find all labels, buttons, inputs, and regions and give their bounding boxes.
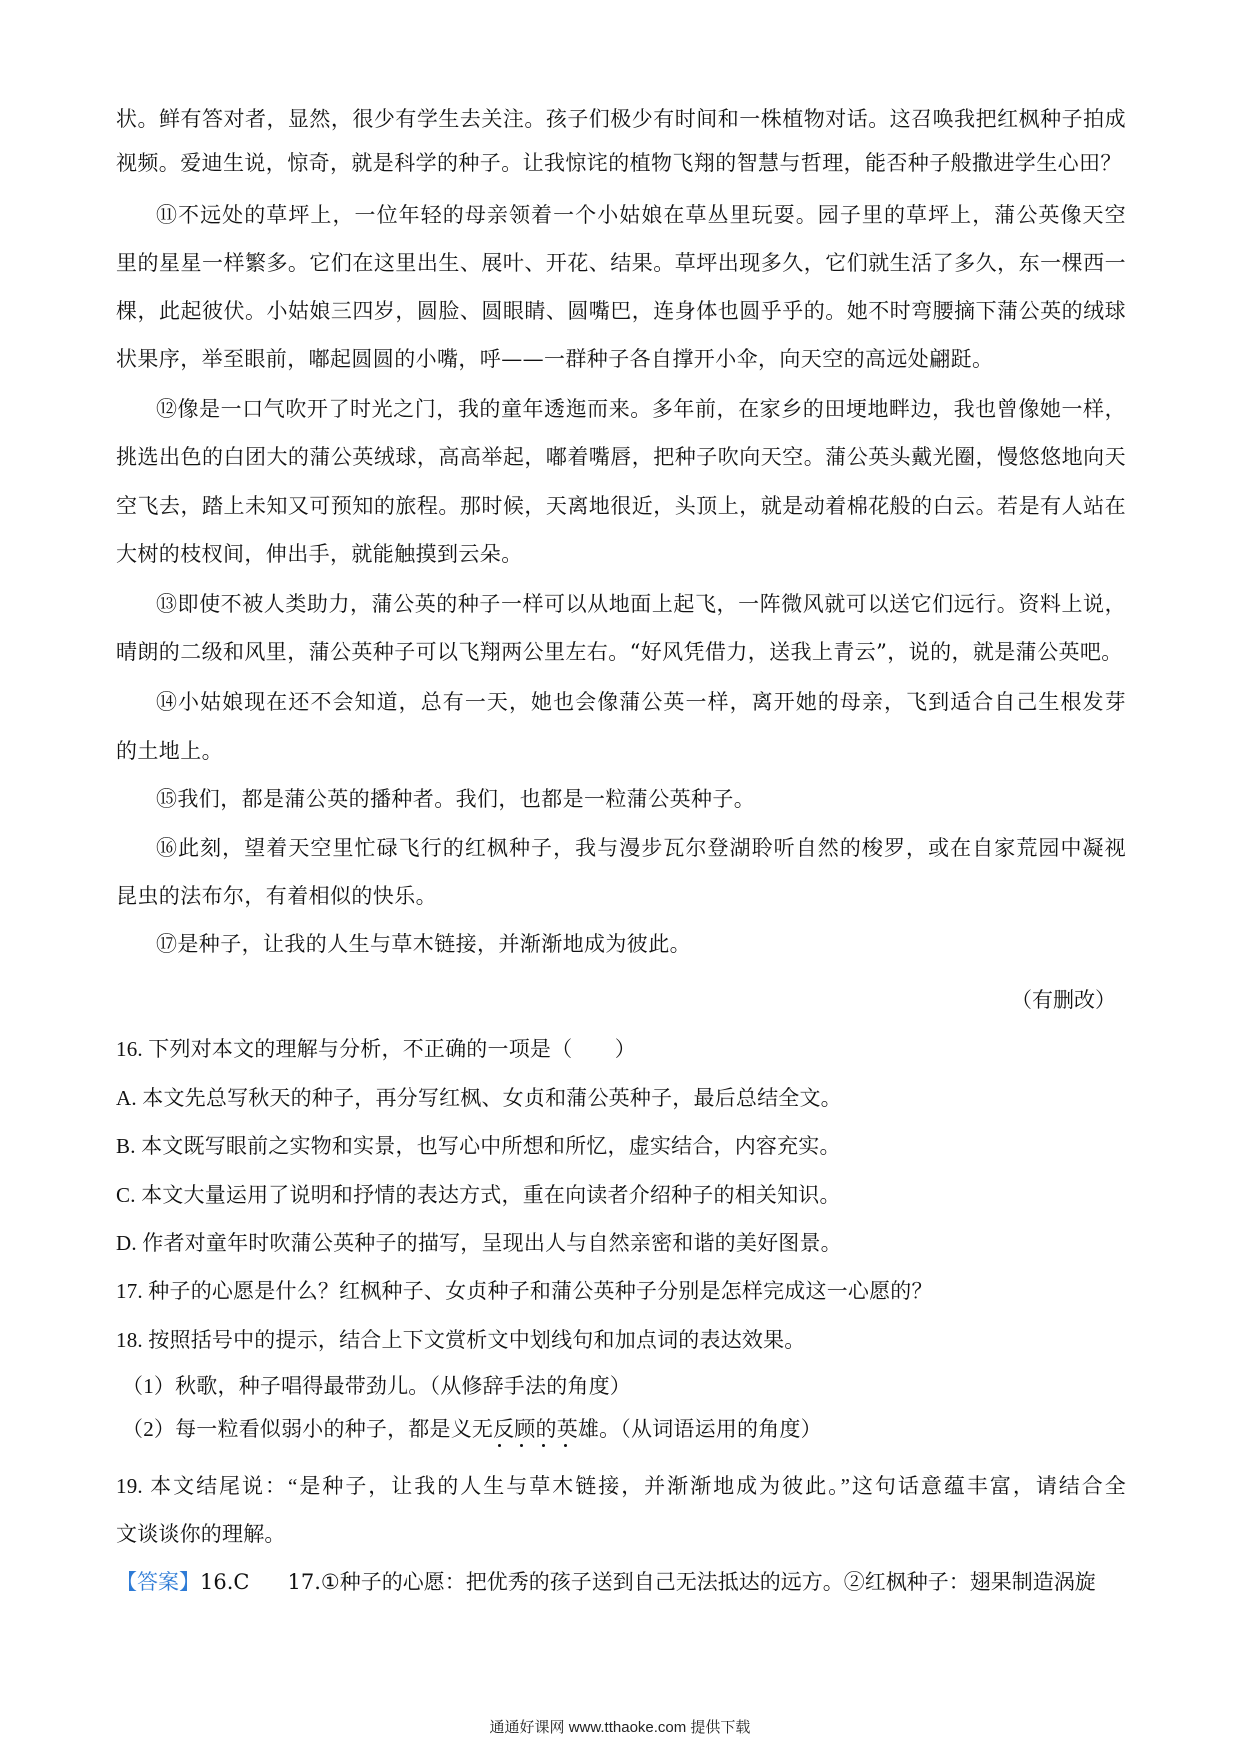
- question-16-option-b: B. 本文既写眼前之实物和实景，也写心中所想和所忆，虚实结合，内容充实。: [116, 1134, 841, 1158]
- question-16: 16. 下列对本文的理解与分析，不正确的一项是（ ）: [116, 1037, 636, 1061]
- passage-line: 昆虫的法布尔，有着相似的快乐。: [116, 884, 437, 908]
- passage-paragraph-15: ⑮我们，都是蒲公英的播种者。我们，也都是一粒蒲公英种子。: [156, 787, 756, 811]
- question-18-part-2: （2）每一粒看似弱小的种子，都是义无反顾的英雄。（从词语运用的角度）: [122, 1417, 822, 1441]
- passage-line: 挑选出色的白团大的蒲公英绒球，高高举起，嘟着嘴唇，把种子吹向天空。蒲公英头戴光圈，慢悠悠地向天: [116, 445, 1126, 469]
- emphasis-dot: [498, 1444, 501, 1447]
- passage-paragraph-13: ⑬即使不被人类助力，蒲公英的种子一样可以从地面上起飞，一阵微风就可以送它们远行。资料上说，: [156, 592, 1126, 616]
- passage-line: 空飞去，踏上未知又可预知的旅程。那时候，天离地很近，头顶上，就是动着棉花般的白云。若是有人站在: [116, 494, 1126, 518]
- answer-tag: 【答案】: [116, 1570, 200, 1594]
- passage-paragraph-16: ⑯此刻，望着天空里忙碌飞行的红枫种子，我与漫步瓦尔登湖聆听自然的梭罗，或在自家荒园中凝视: [156, 836, 1126, 860]
- question-16-option-d: D. 作者对童年时吹蒲公英种子的描写，呈现出人与自然亲密和谐的美好图景。: [116, 1231, 842, 1255]
- footer-source: 通通好课网 www.tthaoke.com 提供下载: [489, 1719, 751, 1736]
- question-17: 17. 种子的心愿是什么？红枫种子、女贞种子和蒲公英种子分别是怎样完成这一心愿的？: [116, 1279, 933, 1303]
- passage-paragraph-12: ⑫像是一口气吹开了时光之门，我的童年透迤而来。多年前，在家乡的田埂地畔边，我也曾像她一样，: [156, 397, 1126, 421]
- answer-16: 16.C: [200, 1570, 250, 1594]
- passage-line: 晴朗的二级和风里，蒲公英种子可以飞翔两公里左右。“好风凭借力，送我上青云”，说的，就是蒲公英吧。: [116, 640, 1123, 664]
- passage-paragraph-14: ⑭小姑娘现在还不会知道，总有一天，她也会像蒲公英一样，离开她的母亲，飞到适合自己生根发芽: [156, 690, 1126, 714]
- emphasis-dot: [564, 1444, 567, 1447]
- passage-line: 视频。爱迪生说，惊奇，就是科学的种子。让我惊诧的植物飞翔的智慧与哲理，能否种子般撒进学生心田？: [116, 151, 1122, 175]
- question-19-continued: 文谈谈你的理解。: [116, 1522, 286, 1546]
- passage-line: 棵，此起彼伏。小姑娘三四岁，圆脸、圆眼睛、圆嘴巴，连身体也圆乎乎的。她不时弯腰摘下蒲公英的绒球: [116, 299, 1126, 323]
- passage-line: 里的星星一样繁多。它们在这里出生、展叶、开花、结果。草坪出现多久，它们就生活了多久，东一棵西一: [116, 251, 1126, 275]
- emphasis-dot: [542, 1444, 545, 1447]
- question-16-option-a: A. 本文先总写秋天的种子，再分写红枫、女贞和蒲公英种子，最后总结全文。: [116, 1086, 842, 1110]
- passage-paragraph-11: ⑪不远处的草坪上，一位年轻的母亲领着一个小姑娘在草丛里玩耍。园子里的草坪上，蒲公英像天空: [156, 203, 1126, 227]
- question-18-part-1: （1）秋歌，种子唱得最带劲儿。（从修辞手法的角度）: [122, 1374, 631, 1398]
- question-16-option-c: C. 本文大量运用了说明和抒情的表达方式，重在向读者介绍种子的相关知识。: [116, 1183, 841, 1207]
- edit-note: （有删改）: [1011, 988, 1116, 1012]
- passage-line: 的土地上。: [116, 739, 223, 763]
- passage-paragraph-17: ⑰是种子，让我的人生与草木链接，并渐渐地成为彼此。: [156, 932, 691, 956]
- question-18: 18. 按照括号中的提示，结合上下文赏析文中划线句和加点词的表达效果。: [116, 1328, 806, 1352]
- passage-line: 状果序，举至眼前，嘟起圆圆的小嘴，呼——一群种子各自撑开小伞，向天空的高远处翩跹。: [116, 347, 994, 371]
- emphasis-dot: [520, 1444, 523, 1447]
- question-19: 19. 本文结尾说：“是种子，让我的人生与草木链接，并渐渐地成为彼此。”这句话意蕴丰富，请结合全: [116, 1474, 1126, 1498]
- passage-line: 大树的枝杈间，伸出手，就能触摸到云朵。: [116, 542, 523, 566]
- answer-17: 17.①种子的心愿：把优秀的孩子送到自己无法抵达的远方。②红枫种子：翅果制造涡旋: [287, 1570, 1096, 1594]
- passage-line: 状。鲜有答对者，显然，很少有学生去关注。孩子们极少有时间和一株植物对话。这召唤我把红枫种子拍成: [116, 107, 1126, 131]
